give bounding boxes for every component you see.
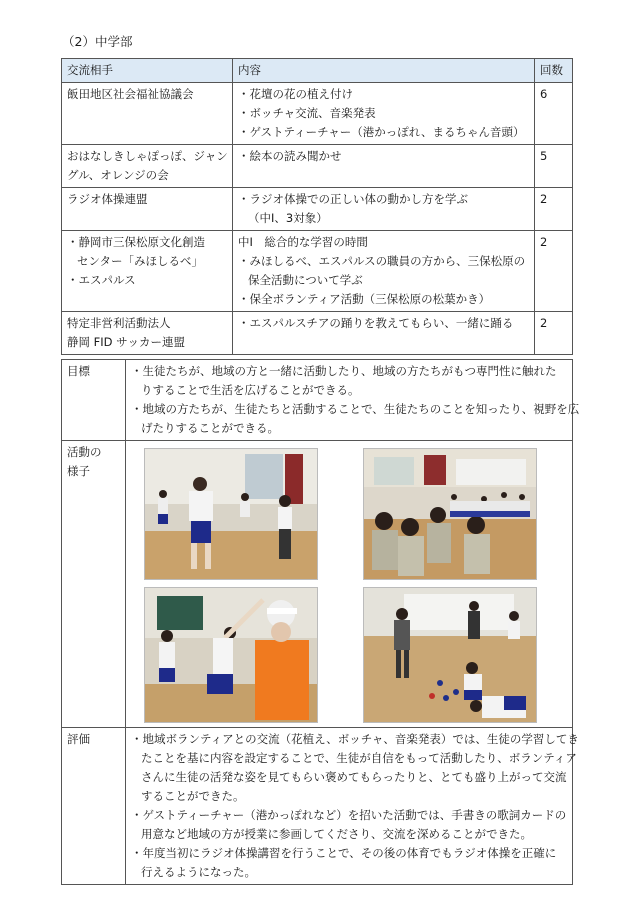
content-cell-line: ・ゲストティーチャー（港かっぽれ、まるちゃん音頭）: [238, 125, 525, 139]
partner-cell: [62, 312, 233, 355]
count-cell: 2: [535, 231, 573, 312]
table-row: [62, 312, 573, 355]
evaluation-line: ・ゲストティーチャー（港かっぽれなど）を招いた活動では、手書きの歌詞カードの: [131, 808, 567, 822]
content-cell-line: ・保全ボランティア活動（三保松原の松葉かき）: [238, 292, 491, 306]
count-cell: 5: [535, 145, 573, 188]
content-cell-line: 中Ⅰ 総合的な学習の時間: [238, 235, 368, 249]
activity-row: [62, 441, 573, 728]
partner-cell-line: おはなしきしゃぽっぽ、ジャン: [67, 149, 228, 163]
evaluation-line: ・年度当初にラジオ体操講習を行うことで、その後の体育でもラジオ体操を正確に: [131, 846, 557, 860]
evaluation-text: [126, 728, 579, 885]
goal-label: 目標: [62, 360, 126, 441]
partner-cell: [62, 83, 233, 145]
partner-cell-line: ・静岡市三保松原文化創造: [67, 235, 205, 249]
report-table: [61, 359, 580, 885]
goal-line: りすることで生活を広げることができる。: [141, 383, 360, 397]
partner-cell-line: 特定非営利活動法人: [67, 316, 171, 330]
content-cell: [233, 231, 535, 312]
table-row: [62, 231, 573, 312]
header-count: 回数: [535, 59, 573, 83]
content-cell-line: ・ボッチャ交流、音楽発表: [238, 106, 376, 120]
partner-cell-line: 飯田地区社会福祉協議会: [67, 87, 194, 101]
count-cell: 2: [535, 188, 573, 231]
table-row: [62, 188, 573, 231]
partner-cell-line: センター「みほしるべ」: [77, 254, 204, 268]
partner-cell-line: グル、オレンジの会: [67, 168, 169, 182]
partner-cell: [62, 231, 233, 312]
content-cell-line: ・絵本の読み聞かせ: [238, 149, 342, 163]
goal-line: ・地域の方たちが、生徒たちと活動することで、生徒たちのことを知ったり、視野を広: [131, 402, 580, 416]
goal-text: [126, 360, 580, 441]
content-cell-line: （中Ⅰ、3対象）: [248, 211, 328, 225]
content-cell: [233, 145, 535, 188]
content-cell: [233, 312, 535, 355]
evaluation-label: 評価: [62, 728, 126, 885]
circle-seated-photo: [363, 448, 537, 580]
content-cell-line: ・みほしるべ、エスパルスの職員の方から、三保松原の: [238, 254, 526, 268]
header-content: 内容: [233, 59, 535, 83]
section-title: （2）中学部: [62, 34, 133, 49]
goal-line: げたりすることができる。: [141, 421, 279, 435]
evaluation-line: ・地域ボランティアとの交流（花植え、ボッチャ、音楽発表）では、生徒の学習してき: [131, 732, 579, 746]
header-partner: 交流相手: [62, 59, 233, 83]
goal-line: ・生徒たちが、地域の方と一緒に活動したり、地域の方たちがもつ専門性に触れた: [131, 364, 557, 378]
table-row: [62, 83, 573, 145]
count-cell: 2: [535, 312, 573, 355]
content-cell: [233, 83, 535, 145]
content-cell-line: ・花壇の花の植え付け: [238, 87, 353, 101]
partner-cell-line: ・エスパルス: [67, 273, 136, 287]
partner-cell: [62, 145, 233, 188]
activity-label: 活動の 様子: [62, 441, 126, 728]
goal-row: [62, 360, 573, 441]
content-cell-line: ・ラジオ体操での正しい体の動かし方を学ぶ: [238, 192, 468, 206]
table-header-row: [62, 59, 573, 83]
activity-photos: [126, 441, 573, 728]
content-cell-line: ・エスパルスチアの踊りを教えてもらい、一緒に踊る: [238, 316, 514, 330]
partner-cell-line: ラジオ体操連盟: [67, 192, 148, 206]
exchange-table: [61, 58, 573, 355]
count-cell: 6: [535, 83, 573, 145]
evaluation-line: さんに生徒の活発な姿を見てもらい褒めてもらったりと、とても盛り上がって交流: [141, 770, 567, 784]
gym-dance-photo: [144, 448, 318, 580]
radio-exercise-photo: [144, 587, 318, 723]
partner-cell-line: 静岡 FID サッカー連盟: [67, 335, 185, 349]
evaluation-line: することができた。: [141, 789, 245, 803]
content-cell-line: 保全活動について学ぶ: [248, 273, 363, 287]
content-cell: [233, 188, 535, 231]
evaluation-line: 用意など地域の方が授業に参画してくださり、交流を深めることができた。: [141, 827, 532, 841]
evaluation-row: [62, 728, 573, 885]
evaluation-line: 行えるようになった。: [141, 865, 256, 879]
boccia-photo: [363, 587, 537, 723]
evaluation-line: たことを基に内容を設定することで、生徒が自信をもって活動したり、ボランティア: [141, 751, 577, 765]
table-row: [62, 145, 573, 188]
partner-cell: [62, 188, 233, 231]
